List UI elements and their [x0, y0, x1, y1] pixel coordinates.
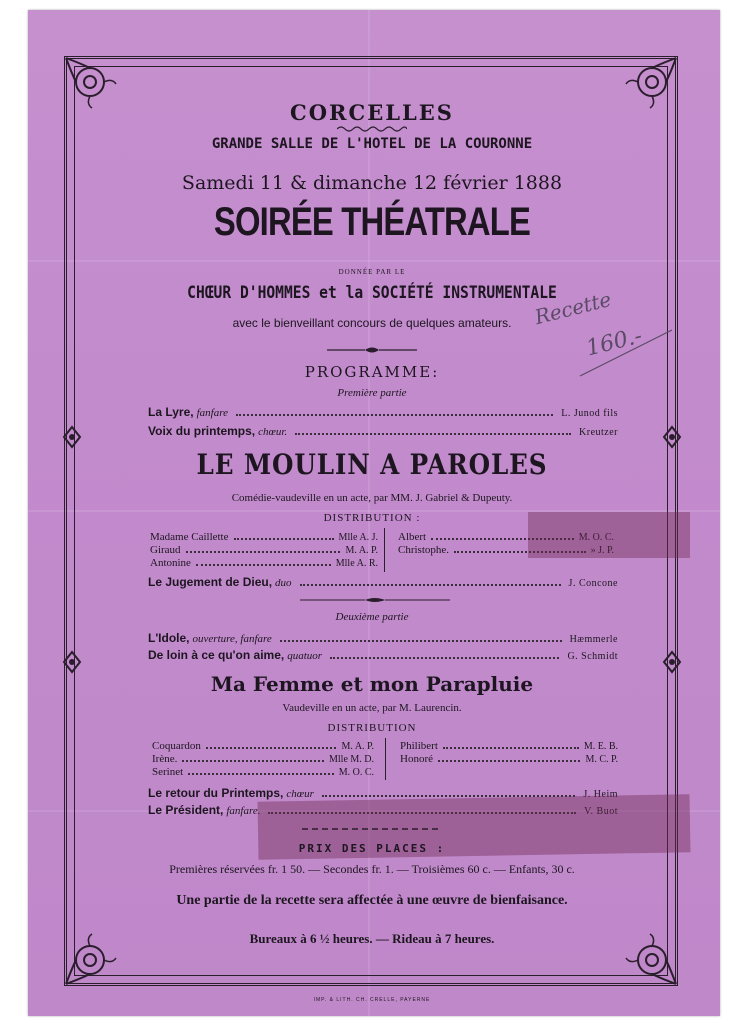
pencil-note-receipt: Recette [532, 286, 614, 330]
cast-divider [385, 738, 386, 780]
given-by-label: DONNÉE PAR LE [338, 268, 406, 276]
programme-item: Voix du printemps, chœur. Kreutzer [148, 424, 618, 438]
charity-note: Une partie de la recette sera affectée à une œuvre de bienfaisance. [176, 893, 568, 908]
programme-heading: PROGRAMME: [304, 363, 440, 381]
cast-row: Giraud M. A. P. [150, 544, 378, 556]
opening-hours: Bureaux à 6 ½ heures. — Rideau à 7 heures. [249, 931, 495, 946]
side-ornament-icon [60, 425, 84, 449]
cast-row: Antonine Mlle A. R. [150, 557, 378, 569]
section-divider-icon [300, 596, 450, 604]
prices-heading: PRIX DES PLACES : [298, 842, 446, 855]
tape-mark [528, 512, 690, 558]
play-one-subtitle: Comédie-vaudeville en un acte, par MM. J. Gabriel & Dupeuty. [231, 492, 513, 504]
side-ornament-icon [660, 650, 684, 674]
wave-divider-icon [337, 125, 407, 133]
cast-row: Coquardon M. A. P. [152, 740, 374, 752]
town-name: CORCELLES [290, 100, 454, 125]
cast-row: Serinet M. O. C. [152, 766, 374, 778]
venue-name: GRANDE SALLE DE L'HOTEL DE LA COURONNE [211, 136, 533, 152]
play-two-distribution-label: DISTRIBUTION [327, 722, 417, 734]
dashed-divider-icon [302, 826, 442, 832]
side-ornament-icon [660, 425, 684, 449]
programme-item: L'Idole, ouverture, fanfare Hæmmerle [148, 631, 618, 645]
play-two-subtitle: Vaudeville en un acte, par M. Laurencin. [282, 702, 462, 714]
programme-item: De loin à ce qu'on aime, quatuor G. Schmidt [148, 648, 618, 662]
play-one-title: LE MOULIN A PAROLES [196, 448, 548, 481]
play-one-distribution-label: DISTRIBUTION : [323, 512, 421, 524]
with-amateurs-line: avec le bienveillant concours de quelques amateurs. [232, 316, 512, 330]
cast-row: Albert M. O. C. [398, 531, 614, 543]
side-ornament-icon [60, 650, 84, 674]
prices-line: Premières réservées fr. 1 50. — Secondes fr. 1. — Troisièmes 60 c. — Enfants, 30 c. [169, 862, 575, 876]
cast-row: Christophe. » J. P. [398, 544, 614, 556]
cast-row: Irène. Mlle M. D. [152, 753, 374, 765]
programme-item: Le Jugement de Dieu, duo J. Concone [148, 575, 618, 589]
poster-title: SOIRÉE THÉATRALE [213, 200, 531, 244]
printer-imprint: IMP. & LITH. CH. CRELLE, PAYERNE [313, 997, 431, 1003]
programme-item: La Lyre, fanfare L. Junod fils [148, 405, 618, 419]
cast-row: Madame Caillette Mlle A. J. [150, 531, 378, 543]
programme-item: Le Président, fanfare. V. Buot [148, 803, 618, 817]
programme-item: Le retour du Printemps, chœur J. Heim [148, 786, 618, 800]
performers-line: CHŒUR D'HOMMES et la SOCIÉTÉ INSTRUMENTALE [187, 283, 557, 303]
play-two-title: Ma Femme et mon Parapluie [210, 672, 534, 696]
pencil-note-amount: 160.- [583, 323, 645, 362]
cast-row: Honoré M. C. P. [400, 753, 618, 765]
part-one-label: Première partie [337, 387, 407, 399]
part-two-label: Deuxième partie [335, 611, 409, 623]
cast-row: Philibert M. E. B. [400, 740, 618, 752]
flourish-divider-icon [327, 345, 417, 355]
cast-divider [384, 528, 385, 572]
event-date: Samedi 11 & dimanche 12 février 1888 [181, 172, 563, 194]
